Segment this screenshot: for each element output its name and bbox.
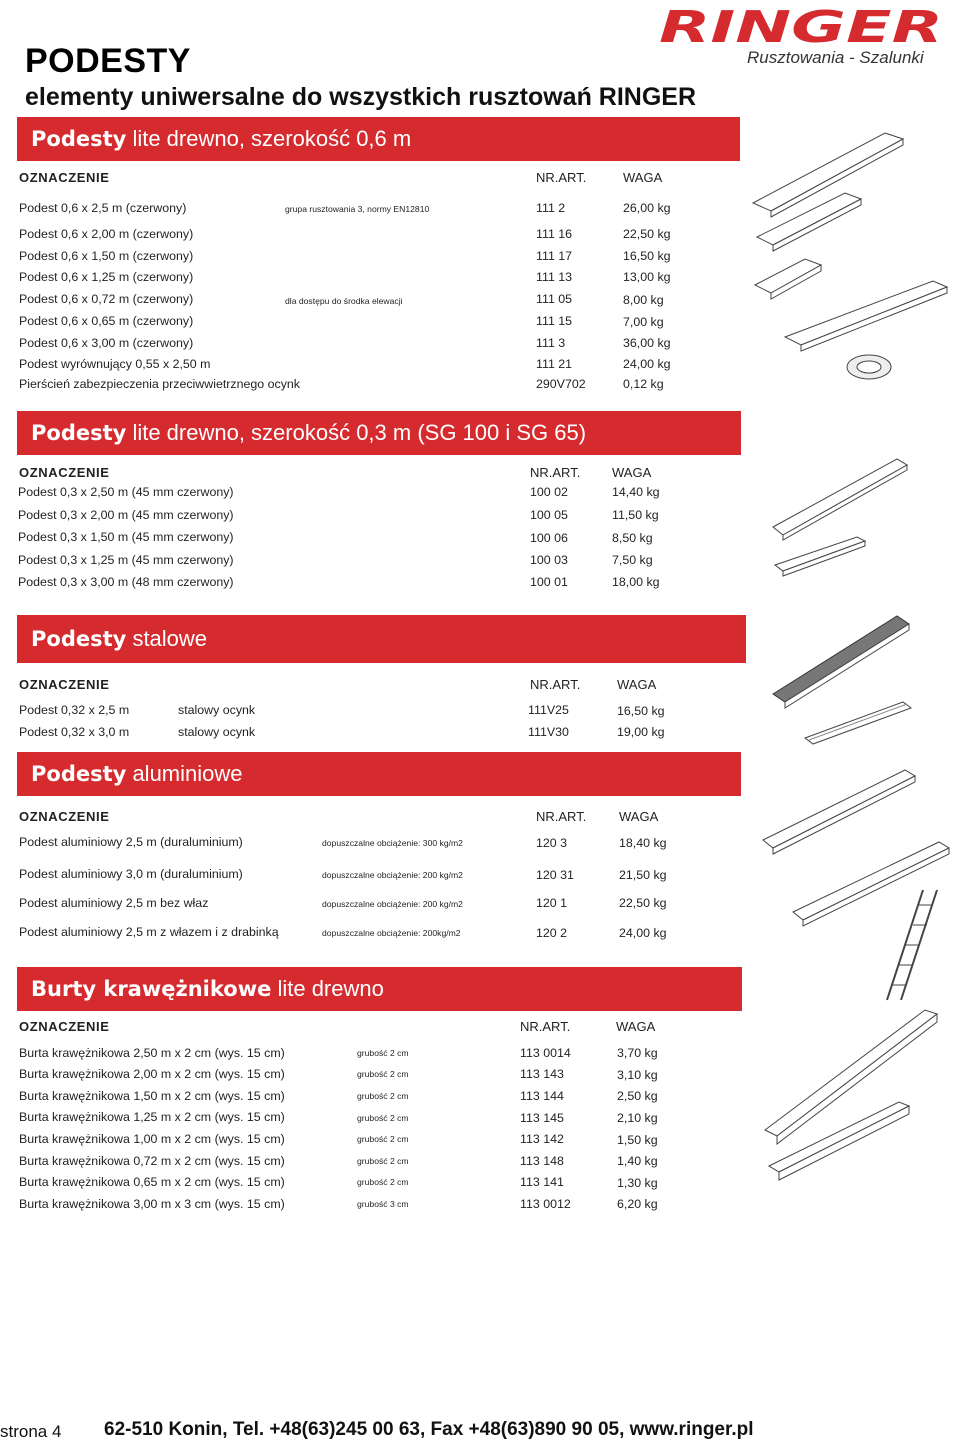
col-header-nr: NR.ART.: [520, 1019, 571, 1034]
table-row-nr: 120 31: [536, 868, 574, 882]
toeboard-illustration: [755, 990, 950, 1190]
table-row-name: Podest 0,6 x 0,65 m (czerwony): [19, 314, 194, 328]
table-row-note: grubość 2 cm: [357, 1048, 409, 1058]
table-row-waga: 22,50 kg: [619, 896, 667, 910]
col-header-nr: NR.ART.: [536, 809, 587, 824]
table-row-name: Burta krawężnikowa 0,72 m x 2 cm (wys. 15 cm): [19, 1154, 285, 1168]
section-banner-wood-03: [17, 411, 741, 455]
table-row-nr: 100 05: [530, 508, 568, 522]
table-row-nr: 111V25: [528, 703, 569, 717]
table-row-waga: 36,00 kg: [623, 336, 671, 350]
table-row-name: Podest 0,6 x 2,00 m (czerwony): [19, 227, 194, 241]
col-header-waga: WAGA: [617, 677, 657, 692]
table-row-nr: 111 13: [536, 270, 573, 284]
col-header-name: OZNACZENIE: [19, 170, 110, 185]
table-row-name: Podest aluminiowy 3,0 m (duraluminium): [19, 867, 243, 881]
ringer-logo: [655, 4, 955, 48]
table-row-note: grubość 2 cm: [357, 1134, 409, 1144]
section-title-bold: Podesty: [31, 627, 127, 651]
table-row-nr: 113 142: [520, 1132, 564, 1146]
table-row-waga: 26,00 kg: [623, 201, 671, 215]
table-row-name: Burta krawężnikowa 3,00 m x 3 cm (wys. 15 cm): [19, 1197, 285, 1211]
section-title-rest: lite drewno: [271, 976, 384, 1001]
page-title: PODESTY: [25, 42, 191, 80]
table-row-waga: 1,40 kg: [617, 1154, 658, 1168]
table-row-waga: 24,00 kg: [619, 926, 667, 940]
col-header-name: OZNACZENIE: [19, 809, 110, 824]
col-header-nr: NR.ART.: [530, 677, 581, 692]
table-row-waga: 0,12 kg: [623, 377, 664, 391]
table-row-note: dopuszczalne obciążenie: 300 kg/m2: [322, 838, 463, 848]
logo-tagline: Rusztowania - Szalunki: [747, 48, 924, 67]
table-row-waga: 7,50 kg: [612, 553, 653, 567]
table-row-note: dopuszczalne obciążenie: 200 kg/m2: [322, 870, 463, 880]
table-row-waga: 22,50 kg: [623, 227, 671, 241]
table-row-note: grubość 3 cm: [357, 1199, 409, 1209]
table-row-nr: 111 05: [536, 292, 573, 306]
table-row-note: grubość 2 cm: [357, 1091, 409, 1101]
table-row-waga: 1,50 kg: [617, 1133, 658, 1147]
section-title-rest: lite drewno, szerokość 0,3 m (SG 100 i SG 65): [126, 420, 587, 445]
table-row-note: grubość 2 cm: [357, 1113, 409, 1123]
wood-plank-06-illustration: [745, 125, 955, 385]
table-row-nr: 100 01: [530, 575, 568, 589]
col-header-nr: NR.ART.: [530, 465, 581, 480]
table-row-waga: 24,00 kg: [623, 357, 671, 371]
table-row-nr: 113 0012: [520, 1197, 571, 1211]
section-title-bold: Burty krawężnikowe: [31, 977, 272, 1001]
section-banner-toeboard: [17, 967, 742, 1011]
table-row-nr: 111 16: [536, 227, 573, 241]
table-row-waga: 13,00 kg: [623, 270, 671, 284]
table-row-nr: 120 2: [536, 926, 568, 940]
table-row-nr: 100 03: [530, 553, 568, 567]
section-title-bold: Podesty: [31, 762, 127, 786]
col-header-name: OZNACZENIE: [19, 677, 110, 692]
aluminium-plank-illustration: [745, 760, 955, 1010]
table-row-name: Podest 0,6 x 2,5 m (czerwony): [19, 201, 187, 215]
section-title-rest: aluminiowe: [126, 761, 243, 786]
table-row-note: grubość 2 cm: [357, 1069, 409, 1079]
table-row-waga: 14,40 kg: [612, 485, 660, 499]
table-row-nr: 113 145: [520, 1111, 564, 1125]
table-row-name: Podest aluminiowy 2,5 m z włazem i z drabinką: [19, 925, 279, 939]
table-row-note: stalowy ocynk: [178, 703, 256, 717]
table-row-nr: 120 3: [536, 836, 568, 850]
section-banner-aluminium: [17, 752, 741, 796]
table-row-waga: 2,50 kg: [617, 1089, 658, 1103]
table-row-waga: 6,20 kg: [617, 1197, 658, 1211]
table-row-note: grubość 2 cm: [357, 1177, 409, 1187]
col-header-waga: WAGA: [612, 465, 652, 480]
col-header-waga: WAGA: [619, 809, 659, 824]
table-row-name: Burta krawężnikowa 0,65 m x 2 cm (wys. 15 cm): [19, 1175, 285, 1189]
table-row-waga: 18,00 kg: [612, 575, 660, 589]
table-row-waga: 18,40 kg: [619, 836, 667, 850]
col-header-name: OZNACZENIE: [19, 465, 110, 480]
footer-address: 62-510 Konin, Tel. +48(63)245 00 63, Fax +48(63)890 90 05, www.ringer.pl: [104, 1419, 754, 1440]
table-row-nr: 113 148: [520, 1154, 564, 1168]
page-number: strona 4: [0, 1422, 62, 1441]
table-row-waga: 3,70 kg: [617, 1046, 658, 1060]
table-row-name: Podest wyrównujący 0,55 x 2,50 m: [19, 357, 211, 371]
table-row-waga: 8,00 kg: [623, 293, 664, 307]
section-title-bold: Podesty: [31, 421, 127, 445]
col-header-nr: NR.ART.: [536, 170, 587, 185]
table-row-note: stalowy ocynk: [178, 725, 256, 739]
table-row-note: grupa rusztowania 3, normy EN12810: [285, 204, 430, 214]
section-title-rest: stalowe: [126, 626, 208, 651]
table-row-name: Podest 0,3 x 3,00 m (48 mm czerwony): [18, 575, 234, 589]
wood-plank-03-illustration: [765, 455, 915, 585]
table-row-name: Podest 0,32 x 2,5 m: [19, 703, 130, 717]
logo-text: RINGER: [659, 4, 943, 48]
table-row-waga: 2,10 kg: [617, 1111, 658, 1125]
table-row-name: Podest aluminiowy 2,5 m bez właz: [19, 896, 209, 910]
page-subtitle: elementy uniwersalne do wszystkich rusztowań RINGER: [25, 83, 697, 111]
col-header-waga: WAGA: [616, 1019, 656, 1034]
section-banner-steel: [17, 615, 746, 663]
table-row-nr: 100 02: [530, 485, 568, 499]
table-row-waga: 11,50 kg: [612, 508, 659, 522]
table-row-name: Podest 0,6 x 1,50 m (czerwony): [19, 249, 194, 263]
table-row-waga: 3,10 kg: [617, 1068, 658, 1082]
table-row-name: Burta krawężnikowa 2,50 m x 2 cm (wys. 15 cm): [19, 1046, 285, 1060]
table-row-nr: 111V30: [528, 725, 569, 739]
table-row-name: Podest 0,3 x 2,50 m (45 mm czerwony): [18, 485, 234, 499]
col-header-waga: WAGA: [623, 170, 663, 185]
table-row-name: Podest 0,6 x 3,00 m (czerwony): [19, 336, 194, 350]
table-row-note: dopuszczalne obciążenie: 200kg/m2: [322, 928, 461, 938]
table-row-note: dopuszczalne obciążenie: 200 kg/m2: [322, 899, 463, 909]
table-row-name: Burta krawężnikowa 1,25 m x 2 cm (wys. 15 cm): [19, 1110, 285, 1124]
table-row-name: Burta krawężnikowa 1,00 m x 2 cm (wys. 15 cm): [19, 1132, 285, 1146]
section-banner-wood-06: [17, 117, 740, 161]
table-row-nr: 111 3: [536, 336, 566, 350]
table-row-name: Podest 0,6 x 0,72 m (czerwony): [19, 292, 194, 306]
table-row-waga: 8,50 kg: [612, 531, 653, 545]
col-header-name: OZNACZENIE: [19, 1019, 110, 1034]
section-title-rest: lite drewno, szerokość 0,6 m: [126, 126, 412, 151]
table-row-nr: 113 144: [520, 1089, 564, 1103]
table-row-waga: 19,00 kg: [617, 725, 665, 739]
table-row-nr: 113 143: [520, 1067, 564, 1081]
table-row-name: Pierścień zabezpieczenia przeciwwietrznego ocynk: [19, 377, 300, 391]
table-row-nr: 111 2: [536, 201, 566, 215]
section-title-bold: Podesty: [31, 127, 127, 151]
table-row-nr: 111 21: [536, 357, 573, 371]
table-row-name: Podest 0,3 x 1,50 m (45 mm czerwony): [18, 530, 234, 544]
table-row-nr: 113 141: [520, 1175, 564, 1189]
table-row-waga: 21,50 kg: [619, 868, 667, 882]
table-row-name: Podest 0,32 x 3,0 m: [19, 725, 130, 739]
table-row-waga: 1,30 kg: [617, 1176, 658, 1190]
table-row-note: dla dostępu do środka elewacji: [285, 296, 403, 306]
table-row-waga: 16,50 kg: [623, 249, 671, 263]
table-row-nr: 111 17: [536, 249, 573, 263]
table-row-nr: 290V702: [536, 377, 586, 391]
table-row-name: Podest 0,3 x 1,25 m (45 mm czerwony): [18, 553, 234, 567]
table-row-name: Podest 0,6 x 1,25 m (czerwony): [19, 270, 194, 284]
table-row-name: Burta krawężnikowa 1,50 m x 2 cm (wys. 15 cm): [19, 1089, 285, 1103]
table-row-name: Podest aluminiowy 2,5 m (duraluminium): [19, 835, 243, 849]
table-row-note: grubość 2 cm: [357, 1156, 409, 1166]
table-row-nr: 100 06: [530, 531, 568, 545]
table-row-nr: 111 15: [536, 314, 573, 328]
table-row-name: Burta krawężnikowa 2,00 m x 2 cm (wys. 15 cm): [19, 1067, 285, 1081]
steel-plank-illustration: [765, 608, 915, 748]
table-row-nr: 120 1: [536, 896, 568, 910]
table-row-name: Podest 0,3 x 2,00 m (45 mm czerwony): [18, 508, 234, 522]
table-row-waga: 16,50 kg: [617, 704, 665, 718]
table-row-nr: 113 0014: [520, 1046, 571, 1060]
table-row-waga: 7,00 kg: [623, 315, 664, 329]
